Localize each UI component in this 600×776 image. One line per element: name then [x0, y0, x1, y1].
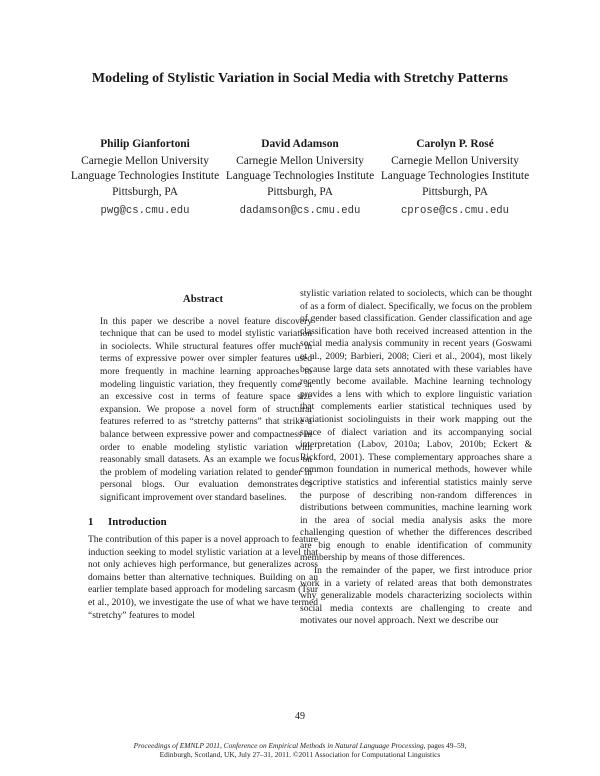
proceedings-footer: [60, 741, 540, 760]
author-location: Pittsburgh, PA: [267, 185, 333, 198]
author-name: Philip Gianfortoni: [100, 138, 190, 150]
author-name: Carolyn P. Rosé: [416, 138, 494, 150]
left-column: [88, 288, 318, 622]
section-number: 1: [88, 515, 94, 528]
author-affiliation: Carnegie Mellon University: [236, 155, 364, 168]
abstract-heading: Abstract: [182, 293, 224, 305]
paper-title: Modeling of Stylistic Variation in Social Media with Stretchy Patterns: [91, 71, 509, 86]
author-institute: Language Technologies Institute: [225, 170, 375, 183]
author-block: [70, 137, 530, 219]
author-1: [70, 137, 220, 219]
body-paragraph: In the remainder of the paper, we first introduce prior work in a variety of related areas that both demonstrates why generalizable models characterizing sociolects within social media contexts are challenging to create and motivates our novel approach. Next we describe our: [300, 566, 532, 627]
footer-pages: , pages 49–59,: [423, 741, 467, 750]
author-email: dadamson@cs.cmu.edu: [239, 204, 361, 217]
section-title: Introduction: [108, 515, 167, 528]
author-affiliation: Carnegie Mellon University: [391, 155, 519, 168]
abstract-text: In this paper we describe a novel feature discovery technique that can be used to model stylistic variation in sociolects. While structural features offer much in terms of expressive power over simpler features used more frequently in machine learning approaches to modeling linguistic variation, they frequently come at an excessive cost in terms of feature space size expansion. We propose a novel form of structural features referred to as “stretchy patterns” that strike a balance between expressive power and compactness in order to enable modeling stylistic variation with reasonably small datasets. As an example we focus on the problem of modeling variation related to gender in personal blogs. Our evaluation demonstrates a significant improvement over standard baselines.: [100, 316, 312, 503]
page-number: 49: [295, 711, 305, 722]
author-institute: Language Technologies Institute: [380, 170, 530, 183]
footer-location: Edinburgh, Scotland, UK, July 27–31, 2011. ©2011 Association for Computational Linguistics: [159, 750, 441, 760]
author-institute: Language Technologies Institute: [70, 170, 220, 183]
author-location: Pittsburgh, PA: [422, 185, 488, 198]
author-location: Pittsburgh, PA: [112, 185, 178, 198]
intro-paragraph: The contribution of this paper is a novel approach to feature induction seeking to model stylistic variation at a level that not only achieves high performance, but generalizes across domains better than alternative techniques. Building on an earlier template based approach for modeling sarcasm (Tsur et al., 2010), we investigate the use of what we have termed “stretchy” features to model: [88, 535, 318, 621]
author-email: pwg@cs.cmu.edu: [100, 204, 190, 217]
author-name: David Adamson: [261, 138, 339, 150]
section-heading-introduction: [88, 516, 318, 529]
right-column: [300, 288, 532, 628]
author-2: [225, 137, 375, 219]
author-3: [380, 137, 530, 219]
author-email: cprose@cs.cmu.edu: [400, 204, 510, 217]
footer-venue: Proceedings of EMNLP 2011, Conference on Empirical Methods in Natural Language Processing: [133, 741, 424, 750]
body-paragraph: stylistic variation related to sociolects, which can be thought of as a form of dialect. Specifically, we focus on the problem of gender based classification. Gender classification and age classification have both received increased attention in the social media analysis community in recent years (Goswami et al., 2009; Barbieri, 2008; Cieri et al., 2004), most likely because large data sets annotated with these variables have recently become available. Machine learning technology provides a lens with which to explore linguistic variation that complements earlier statistical techniques used by variationist sociolinguists in their work mapping out the space of dialect variation and its accompanying social interpretation (Labov, 2010a; Labov, 2010b; Eckert & Rickford, 2001). These complementary approaches share a common foundation in numerical methods, however while descriptive statistics and inferential statistics mainly serve the purpose of describing non-random differences in distributions between communities, machine learning work in the area of social media analysis asks the more challenging question of whether the differences described are big enough to enable identification of community membership by means of those differences.: [300, 289, 532, 564]
author-affiliation: Carnegie Mellon University: [81, 155, 209, 168]
